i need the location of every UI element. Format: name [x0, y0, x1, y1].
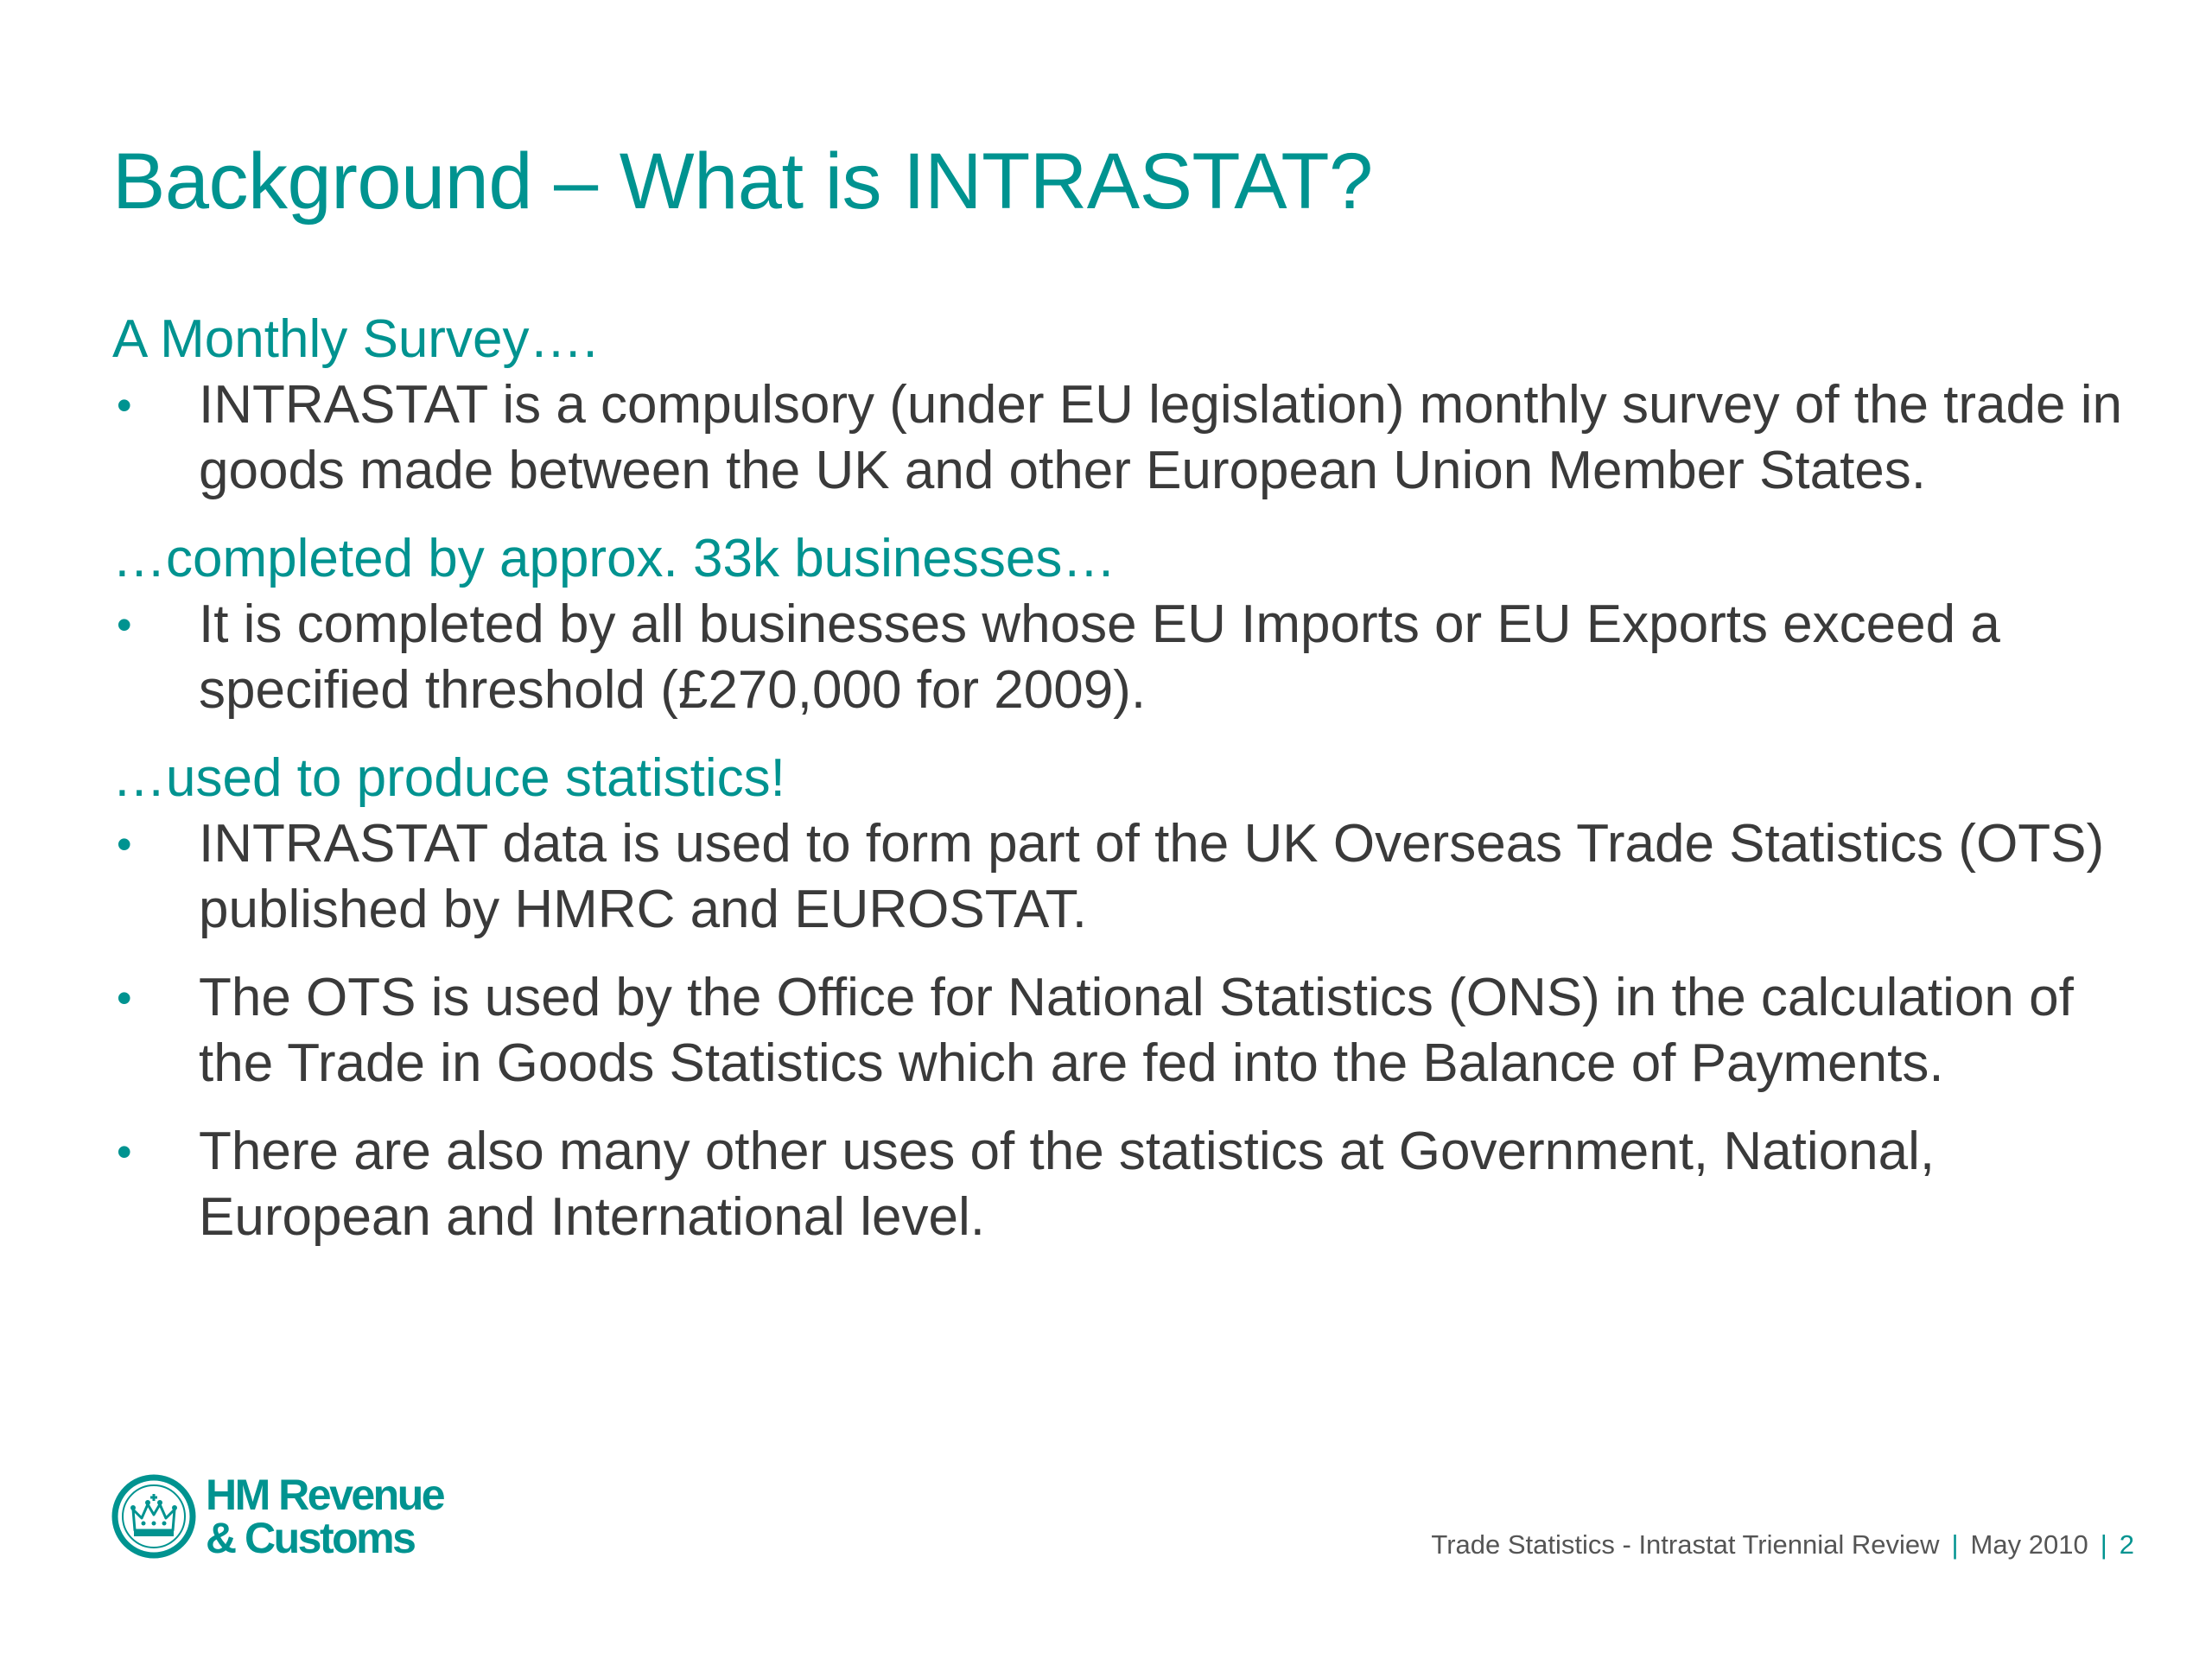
bullet-icon: •	[117, 974, 132, 1022]
bullet-item	[112, 592, 2126, 723]
slide-content	[112, 307, 2126, 1250]
bullet-icon: •	[117, 820, 132, 868]
footer-separator: |	[1951, 1529, 1959, 1560]
bullet-text: INTRASTAT is a compulsory (under EU legislation) monthly survey of the trade in goods made between the UK and other European Union Member States.	[199, 375, 2122, 500]
bullet-icon: •	[117, 1128, 132, 1176]
crown-crest-icon	[111, 1473, 197, 1560]
bullet-icon: •	[117, 601, 132, 649]
section-heading: …completed by approx. 33k businesses…	[112, 529, 1116, 588]
hmrc-logo	[111, 1469, 443, 1564]
bullet-item	[112, 965, 2126, 1096]
logo-line-2: & Customs	[206, 1514, 415, 1562]
logo-wordmark	[206, 1473, 443, 1560]
footer-page-number: 2	[2119, 1529, 2134, 1560]
bullet-text: INTRASTAT data is used to form part of the UK Overseas Trade Statistics (OTS) published by HMRC and EUROSTAT.	[199, 814, 2105, 939]
bullet-item	[112, 372, 2126, 504]
footer-date: May 2010	[1970, 1529, 2088, 1560]
bullet-item	[112, 1119, 2126, 1250]
slide-footer	[1431, 1529, 2134, 1560]
bullet-item	[112, 811, 2126, 943]
footer-presentation-title: Trade Statistics - Intrastat Triennial Review	[1431, 1529, 1940, 1560]
bullet-icon: •	[117, 381, 132, 429]
bullet-text: There are also many other uses of the statistics at Government, National, European and International level.	[199, 1122, 1936, 1247]
section-heading: …used to produce statistics!	[112, 748, 785, 808]
logo-line-1: HM Revenue	[206, 1471, 444, 1519]
section-heading: A Monthly Survey….	[112, 309, 598, 369]
slide-title: Background – What is INTRASTAT?	[112, 137, 1373, 226]
bullet-text: It is completed by all businesses whose EU Imports or EU Exports exceed a specified threshold (£270,000 for 2009).	[199, 594, 2000, 720]
bullet-text: The OTS is used by the Office for National Statistics (ONS) in the calculation of the Trade in Goods Statistics which are fed into the Balance of Payments.	[199, 968, 2074, 1093]
footer-separator: |	[2100, 1529, 2107, 1560]
